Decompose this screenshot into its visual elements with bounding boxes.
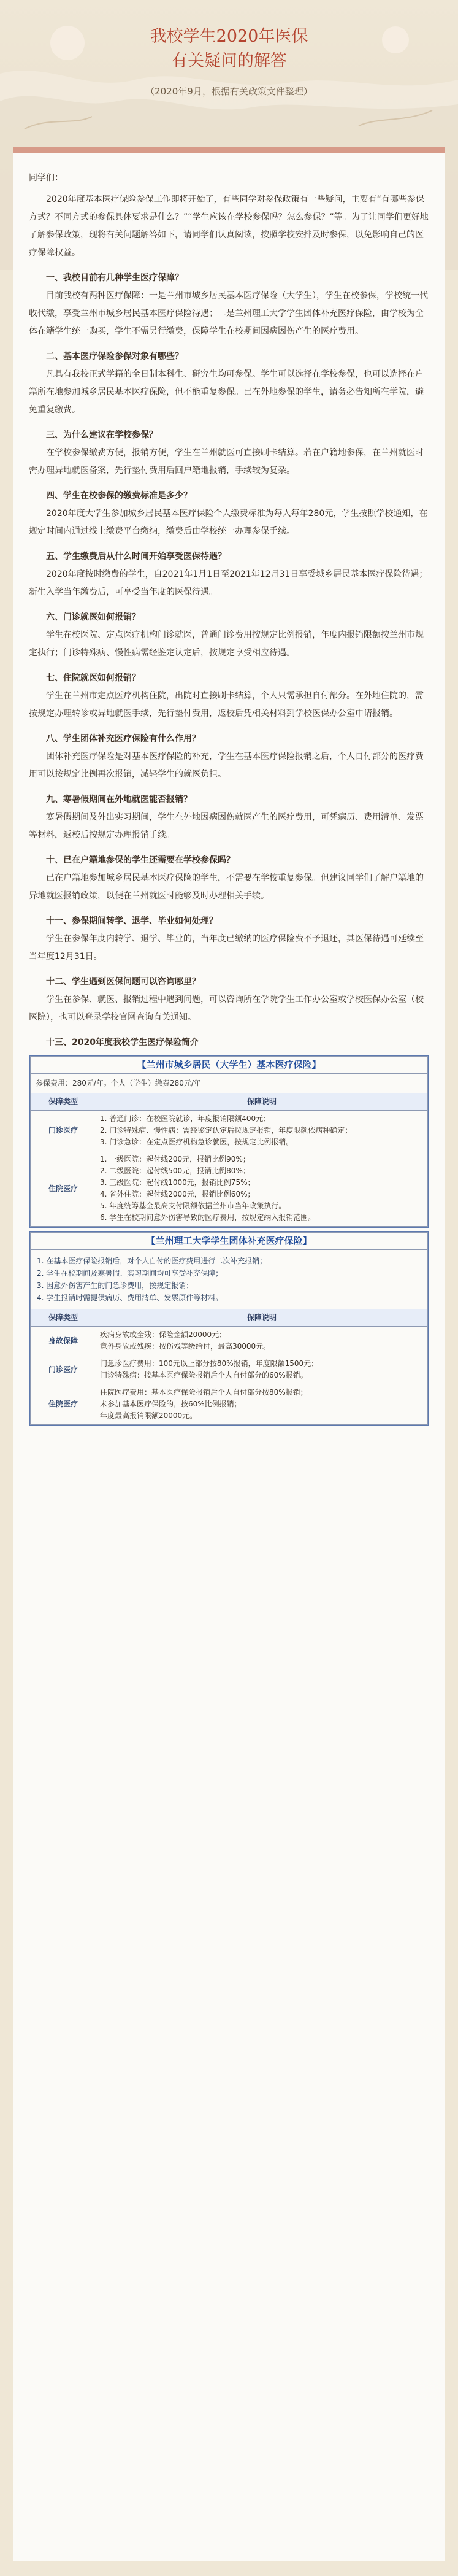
question: 九、寒暑假期间在外地就医能否报销？ <box>46 795 192 804</box>
question: 一、我校目前有几种学生医疗保障？ <box>46 273 183 283</box>
question: 十、已在户籍地参保的学生还需要在学校参保吗？ <box>46 855 235 865</box>
para: 2020年度基本医疗保险参保工作即将开始了，有些同学对参保政策有一些疑问，主要有“有哪些参保方式？不同方式的参保具体要求是什么？”“学生应该在学校参保吗？怎么参保？”等。为了让同学们更好地了解参保政策，现将有关问题解答如下，请同学们认真阅读，按照学校安排及时参保，以免影响自己的医疗保障权益。 <box>29 195 429 258</box>
answer: 学生在参保、就医、报销过程中遇到问题，可以咨询所在学院学生工作办公室或学校医保办公室（校医院），也可以登录学校官网查询有关通知。 <box>29 995 424 1022</box>
table-cell-desc: 门急诊医疗费用：100元以上部分按80%报销，年度限额1500元； 门诊特殊病：按基本医疗保险报销后个人自付部分的60%报销。 <box>96 1355 428 1384</box>
answer: 在学校参保缴费方便，报销方便，学生在兰州就医可直接刷卡结算。若在户籍地参保，在兰州就医时需办理异地就医备案，先行垫付费用后回户籍地报销，手续较为复杂。 <box>29 448 424 476</box>
answer: 寒暑假期间及外出实习期间，学生在外地因病因伤就医产生的医疗费用，可凭病历、费用清单、发票等材料，返校后按规定办理报销手续。 <box>29 812 424 840</box>
greeting: 同学们： <box>29 173 63 183</box>
table-row <box>31 1111 428 1151</box>
question: 四、学生在校参保的缴费标准是多少？ <box>46 491 192 501</box>
table-2-intro: 1. 在基本医疗保险报销后，对个人自付的医疗费用进行二次补充报销； 2. 学生在校期间及寒暑假、实习期间均可享受补充保障； 3. 因意外伤害产生的门急诊费用，按规定报销； 4. 学生报销时需提供病历、费用清单、发票原件等材料。 <box>31 1250 428 1309</box>
answer: 学生在兰州市定点医疗机构住院，出院时直接刷卡结算，个人只需承担自付部分。在外地住院的，需按规定办理转诊或异地就医手续，先行垫付费用，返校后凭相关材料到学校医保办公室申请报销。 <box>29 691 424 719</box>
table-cell-type: 住院医疗 <box>31 1384 96 1425</box>
page-title-line1: 我校学生2020年医保 <box>150 27 308 46</box>
question: 八、学生团体补充医疗保险有什么作用？ <box>46 734 200 744</box>
table-2-head-col1: 保障类型 <box>31 1309 96 1327</box>
table-cell-type: 门诊医疗 <box>31 1355 96 1384</box>
answer: 学生在校医院、定点医疗机构门诊就医，普通门诊费用按规定比例报销，年度内报销限额按兰州市规定执行；门诊特殊病、慢性病需经鉴定认定后，按规定享受相应待遇。 <box>29 630 424 658</box>
table-cell-desc: 住院医疗费用：基本医疗保险报销后个人自付部分按80%报销； 未参加基本医疗保险的，按60%比例报销； 年度最高报销限额20000元。 <box>96 1384 428 1425</box>
table-cell-desc: 1. 一级医院：起付线200元，报销比例90%； 2. 二级医院：起付线500元，报销比例80%； 3. 三级医院：起付线1000元，报销比例75%； 4. 省外住院：起付线2000元，报销比例60%； 5. 年度统筹基金最高支付限额依据兰州市当年政策执行。 6. 学生在校期间意外伤害导致的医疗费用，按规定纳入报销范围。 <box>96 1151 428 1227</box>
table-2-title: 【兰州理工大学学生团体补充医疗保险】 <box>31 1233 428 1250</box>
answer: 2020年度大学生参加城乡居民基本医疗保险个人缴费标准为每人每年280元，学生按照学校通知，在规定时间内通过线上缴费平台缴纳，缴费后由学校统一办理参保手续。 <box>29 509 428 536</box>
answer: 目前我校有两种医疗保障：一是兰州市城乡居民基本医疗保险（大学生），学生在校参保，学校统一代收代缴，享受兰州市城乡居民基本医疗保险待遇；二是兰州理工大学学生团体补充医疗保险，由学校为全体在籍学生统一购买，学生不需另行缴费，保障学生在校期间因病因伤产生的医疗费用。 <box>29 291 428 336</box>
question: 十一、参保期间转学、退学、毕业如何处理？ <box>46 916 218 926</box>
table-row <box>31 1327 428 1355</box>
answer: 团体补充医疗保险是对基本医疗保险的补充，学生在基本医疗保险报销之后，个人自付部分的医疗费用可以按规定比例再次报销，减轻学生的就医负担。 <box>29 752 424 779</box>
table-cell-desc: 1. 普通门诊：在校医院就诊，年度报销限额400元； 2. 门诊特殊病、慢性病：需经鉴定认定后按规定报销，年度限额依病种确定； 3. 门诊急诊：在定点医疗机构急诊就医，按规定比例报销。 <box>96 1111 428 1151</box>
table-cell-type: 门诊医疗 <box>31 1111 96 1151</box>
table-cell-desc: 疾病身故或全残：保险金额20000元； 意外身故或残疾：按伤残等级给付，最高30000元。 <box>96 1327 428 1355</box>
question: 十二、学生遇到医保问题可以咨询哪里？ <box>46 977 200 987</box>
page-date-note: （2020年9月，根据有关政策文件整理） <box>145 86 313 97</box>
question: 六、门诊就医如何报销？ <box>46 612 140 622</box>
question: 五、学生缴费后从什么时间开始享受医保待遇？ <box>46 552 226 561</box>
answer: 已在户籍地参加城乡居民基本医疗保险的学生，不需要在学校重复参保。但建议同学们了解户籍地的异地就医报销政策，以便在兰州就医时能够及时办理相关手续。 <box>29 873 424 901</box>
answer: 2020年度按时缴费的学生，自2021年1月1日至2021年12月31日享受城乡居民基本医疗保险待遇；新生入学当年缴费后，可享受当年度的医保待遇。 <box>29 569 428 597</box>
insurance-table-2 <box>29 1231 429 1426</box>
question: 七、住院就医如何报销？ <box>46 673 140 683</box>
answer: 学生在参保年度内转学、退学、毕业的，当年度已缴纳的医疗保险费不予退还，其医保待遇可延续至当年度12月31日。 <box>29 934 424 962</box>
table-2-head-col2: 保障说明 <box>96 1309 428 1327</box>
answer: 凡具有我校正式学籍的全日制本科生、研究生均可参保。学生可以选择在学校参保，也可以选择在户籍所在地参加城乡居民基本医疗保险，但不能重复参保。已在外地参保的学生，请务必告知所在学院，避免重复缴费。 <box>29 369 424 415</box>
table-row <box>31 1384 428 1425</box>
content-card <box>13 147 445 2561</box>
table-cell-type: 身故保障 <box>31 1327 96 1355</box>
table-1-head-col2: 保障说明 <box>96 1093 428 1111</box>
question: 二、基本医疗保险参保对象有哪些？ <box>46 352 183 361</box>
table-1-title: 【兰州市城乡居民（大学生）基本医疗保险】 <box>31 1057 428 1074</box>
table-1-head-col1: 保障类型 <box>31 1093 96 1111</box>
page-title-line2: 有关疑问的解答 <box>171 52 287 71</box>
title-block <box>0 25 458 98</box>
insurance-table-1 <box>29 1055 429 1228</box>
question: 三、为什么建议在学校参保？ <box>46 430 158 440</box>
question: 十三、2020年度我校学生医疗保险简介 <box>46 1038 199 1047</box>
table-cell-type: 住院医疗 <box>31 1151 96 1227</box>
faq-body <box>29 191 429 1052</box>
table-1-rate: 参保费用：280元/年。个人（学生）缴费280元/年 <box>31 1074 428 1093</box>
table-row <box>31 1151 428 1227</box>
table-row <box>31 1355 428 1384</box>
